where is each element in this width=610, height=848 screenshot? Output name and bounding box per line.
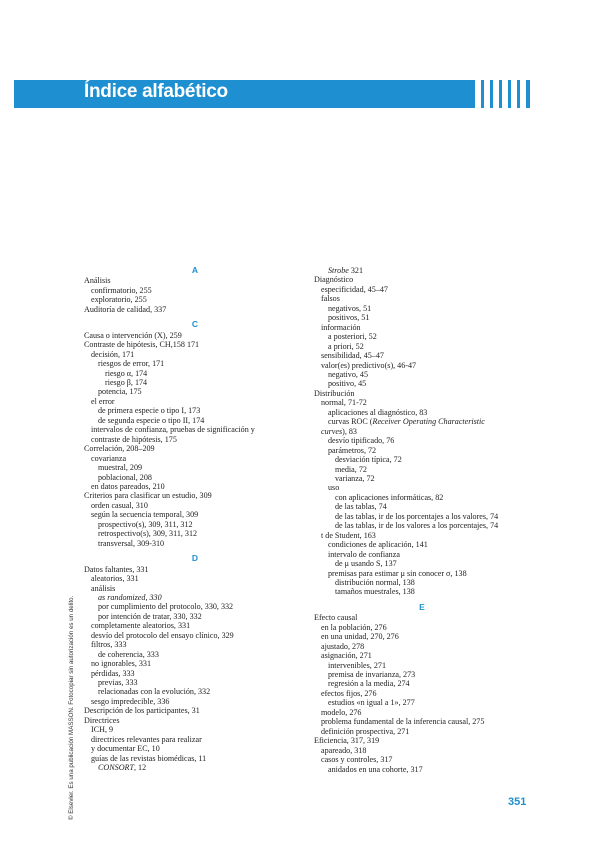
index-entry: anidados en una cohorte, 317 (328, 764, 423, 774)
index-entry: en la población, 276 (321, 622, 387, 632)
index-entry: de las tablas, 74 (335, 502, 387, 512)
index-entry: transversal, 309-310 (98, 538, 165, 548)
index-entry: filtros, 333 (91, 640, 127, 650)
index-entry: negativos, 51 (328, 303, 372, 313)
index-entry: varianza, 72 (335, 473, 375, 483)
index-entry: por intención de tratar, 330, 332 (98, 611, 202, 621)
index-entry: directrices relevantes para realizar (91, 734, 202, 744)
index-entry: modelo, 276 (321, 707, 362, 717)
index-entry: premisa de invarianza, 273 (328, 670, 416, 680)
index-entry: muestral, 209 (98, 463, 143, 473)
index-entry: Diagnóstico (314, 275, 354, 285)
index-entry: Auditoría de calidad, 337 (84, 304, 167, 314)
index-entry: riesgos de error, 171 (98, 359, 165, 369)
index-entry: información (321, 322, 361, 332)
index-entry: previas, 333 (98, 678, 138, 688)
index-section-letter: E (419, 601, 425, 612)
index-entry: as randomized, 330 (98, 592, 162, 602)
index-entry: aleatorios, 331 (91, 574, 139, 584)
index-entry: definición prospectiva, 271 (321, 726, 410, 736)
index-entry: Strobe 321 (328, 266, 364, 275)
index-entry: covarianza (91, 453, 127, 463)
index-entry: valor(es) predictivo(s), 46-47 (321, 360, 417, 370)
index-entry: curvas ROC (Receiver Operating Characteristic (328, 417, 485, 427)
index-entry: Descripción de los participantes, 31 (84, 706, 200, 716)
header-banner (14, 80, 530, 108)
index-entry: exploratorio, 255 (91, 295, 147, 305)
index-entry: normal, 71-72 (321, 398, 367, 408)
index-entry: uso (328, 483, 340, 493)
index-entry: el error (91, 396, 115, 406)
index-entry: Contraste de hipótesis, CH,158 171 (84, 340, 200, 350)
index-entry: con aplicaciones informáticas, 82 (335, 492, 444, 502)
index-entry: prospectivo(s), 309, 311, 312 (98, 519, 193, 529)
index-entry: casos y controles, 317 (321, 755, 393, 765)
index-entry: negativo, 45 (328, 369, 369, 379)
index-entry: de segunda especie o tipo II, 174 (98, 415, 205, 425)
index-entry: de coherencia, 333 (98, 649, 159, 659)
index-entry: regresión a la media, 274 (328, 679, 410, 689)
index-entry: positivo, 45 (328, 379, 367, 389)
index-entry: por cumplimiento del protocolo, 330, 332 (98, 602, 234, 612)
index-entry: riesgo α, 174 (105, 368, 148, 378)
index-entry: Efecto causal (314, 613, 358, 623)
index-entry: premisas para estimar μ sin conocer σ, 138 (328, 568, 467, 578)
index-entry: estudios «n igual a 1», 277 (328, 698, 415, 708)
index-entry: desviación típica, 72 (335, 455, 402, 465)
page-number: 351 (508, 796, 527, 808)
index-entry: contraste de hipótesis, 175 (91, 434, 177, 444)
index-entry: condiciones de aplicación, 141 (328, 540, 428, 550)
index-entry: y documentar EC, 10 (91, 744, 160, 754)
index-entry: Distribución (314, 388, 355, 398)
page-title: Índice alfabético (84, 81, 228, 102)
index-entry: de las tablas, ir de los porcentajes a los valores, 74 (335, 511, 499, 521)
index-entry: tamaños muestrales, 138 (335, 587, 415, 597)
index-entry: intervalos de confianza, pruebas de significación y (91, 425, 255, 435)
index-entry: potencia, 175 (98, 387, 142, 397)
index-entry: guías de las revistas biomédicas, 11 (91, 753, 207, 763)
banner-stripes (475, 80, 530, 108)
index-entry: de primera especie o tipo I, 173 (98, 406, 201, 416)
index-entry: ajustado, 278 (321, 641, 365, 651)
index-entry: desvío del protocolo del ensayo clínico, 329 (91, 630, 234, 640)
index-entry: de μ usando S, 137 (335, 559, 397, 569)
index-entry: t de Student, 163 (321, 530, 376, 540)
index-entry: sensibilidad, 45–47 (321, 351, 384, 361)
index-entry: apareado, 318 (321, 745, 367, 755)
index-right-column (314, 266, 530, 774)
index-entry: en datos pareados, 210 (91, 481, 165, 491)
index-entry: desvío tipificado, 76 (328, 436, 395, 446)
index-entry: Datos faltantes, 331 (84, 564, 149, 574)
index-entry: completamente aleatorios, 331 (91, 621, 191, 631)
index-entry: confirmatorio, 255 (91, 285, 152, 295)
index-entry: intervalo de confianza (328, 549, 400, 559)
index-entry: aplicaciones al diagnóstico, 83 (328, 407, 428, 417)
index-entry: sesgo impredecible, 336 (91, 696, 170, 706)
index-entry: de las tablas, ir de los valores a los porcentajes, 74 (335, 521, 499, 531)
index-entry: poblacional, 208 (98, 472, 152, 482)
index-entry: especificidad, 45–47 (321, 284, 388, 294)
index-entry: media, 72 (335, 464, 367, 474)
index-left-column (84, 266, 306, 773)
index-entry: problema fundamental de la inferencia causal, 275 (321, 717, 485, 727)
index-entry: riesgo β, 174 (105, 377, 148, 387)
index-entry: análisis (91, 583, 116, 593)
index-entry: parámetros, 72 (328, 445, 377, 455)
index-section-letter: A (191, 265, 199, 275)
copyright-sidenote: © Elsevier. Es una publicación MASSON. Fotocopiar sin autorización es un delito. (68, 595, 75, 820)
index-entry: Análisis (84, 276, 111, 286)
index-entry: Criterios para clasificar un estudio, 309 (84, 491, 212, 501)
index-entry: Eficiencia, 317, 319 (314, 736, 380, 746)
index-entry: positivos, 51 (328, 313, 370, 323)
index-entry: no ignorables, 331 (91, 659, 152, 669)
index-entry: CONSORT, 12 (98, 763, 147, 773)
index-entry: Causa o intervención (X), 259 (84, 330, 182, 340)
index-entry: orden casual, 310 (91, 500, 148, 510)
index-entry: en una unidad, 270, 276 (321, 632, 399, 642)
index-entry: asignación, 271 (321, 651, 372, 661)
index-entry: falsos (321, 294, 340, 304)
index-entry: relacionadas con la evolución, 332 (98, 687, 211, 697)
index-entry: intervenibles, 271 (328, 660, 386, 670)
index-entry: ICH, 9 (91, 725, 114, 735)
index-entry: decisión, 171 (91, 349, 135, 359)
index-entry: curves), 83 (321, 426, 357, 436)
index-section-letter: C (191, 319, 199, 330)
index-entry: según la secuencia temporal, 309 (91, 510, 199, 520)
index-entry: distribución normal, 138 (335, 577, 415, 587)
index-entry: efectos fijos, 276 (321, 688, 377, 698)
index-entry: pérdidas, 333 (91, 668, 135, 678)
index-entry: Correlación, 208–209 (84, 444, 155, 454)
index-entry: a posteriori, 52 (328, 332, 377, 342)
index-section-letter: D (191, 553, 199, 564)
index-entry: retrospectivo(s), 309, 311, 312 (98, 529, 198, 539)
index-entry: a priori, 52 (328, 341, 364, 351)
index-entry: Directrices (84, 715, 120, 725)
